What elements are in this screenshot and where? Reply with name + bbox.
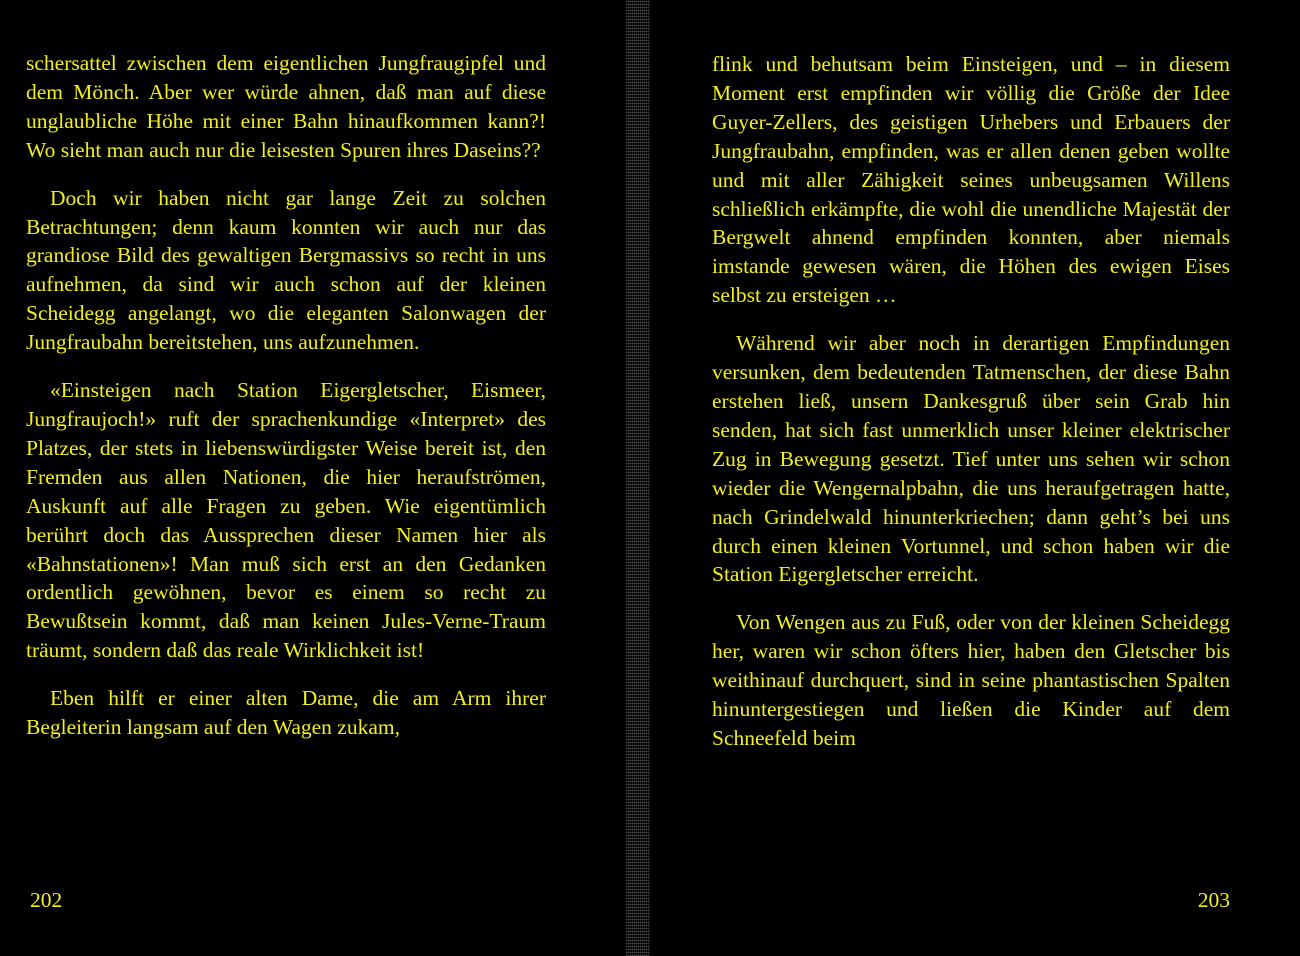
right-page-text (712, 50, 1230, 772)
book-spine (626, 0, 650, 956)
paragraph: Doch wir haben nicht gar lange Zeit zu solchen Betrachtungen; denn kaum konnten wir auch nur das grandiose Bild des gewaltigen Bergmassivs so recht in uns aufnehmen, da sind wir auch schon auf der kleinen Scheidegg angelangt, wo die eleganten Salonwagen der Jungfraubahn bereitstehen, uns aufzunehmen. (26, 185, 546, 355)
paragraph: Von Wengen aus zu Fuß, oder von der kleinen Scheidegg her, waren wir schon öfters hier, haben den Gletscher bis weithinauf durchquert, sind in seine phantastischen Spalten hinuntergestiegen und ließen die Kinder auf dem Schneefeld beim (712, 610, 1230, 750)
paragraph: flink und behutsam beim Einsteigen, und – in diesem Moment erst empfinden wir völlig die Größe der Idee Guyer-Zellers, des geistigen Urhebers und Erbauers der Jungfraubahn, empfinden, was er allen denen geben wollte und mit aller Zähigkeit seines unbeugsamen Willens schließlich erkämpfte, die wohl die unendliche Majestät der Bergwelt ahnend empfinden konnten, aber niemals imstande gewesen wären, die Höhen des ewigen Eises selbst zu ersteigen … (712, 52, 1230, 308)
paragraph: Eben hilft er einer alten Dame, die am Arm ihrer Begleiterin langsam auf den Wagen zukam, (26, 686, 546, 740)
page-number: 202 (30, 888, 63, 912)
paragraph: Während wir aber noch in derartigen Empfindungen versunken, dem bedeutenden Tatmenschen, der diese Bahn erstehen ließ, unsern Dankesgruß über sein Grab hin senden, hat sich fast unmerklich unser kleiner elektrischer Zug in Bewegung gesetzt. Tief unter uns sehen wir schon wieder die Wengernalpbahn, die uns heraufgetragen hatte, nach Grindelwald hinunterkriechen; dann geht’s bei uns durch einen kleinen Vortunnel, und schon haben wir die Station Eigergletscher erreicht. (712, 331, 1230, 587)
page-number: 203 (1197, 888, 1230, 912)
right-page (650, 0, 1300, 956)
paragraph: «Einsteigen nach Station Eigergletscher, Eismeer, Jungfraujoch!» ruft der sprachenkundige «Interpret» des Platzes, der stets in liebenswürdigster Weise bereit ist, den Fremden aus allen Nationen, die hier heraufströmen, Auskunft auf alle Fragen zu geben. Wie eigentümlich berührt doch das Aussprechen dieser Namen hier als «Bahnstationen»! Man muß sich erst an den Gedanken ordentlich gewöhnen, bevor es einem so recht zu Bewußtsein kommt, daß man keinen Jules-Verne-Traum träumt, sondern daß das reale Wirklichkeit ist! (26, 378, 546, 663)
paragraph: schersattel zwischen dem eigentlichen Jungfraugipfel und dem Mönch. Aber wer würde ahnen, daß man auf diese unglaubliche Höhe mit einer Bahn hinaufkommen kann?! Wo sieht man auch nur die leisesten Spuren ihres Daseins?? (26, 51, 546, 162)
left-page-text (26, 49, 546, 761)
